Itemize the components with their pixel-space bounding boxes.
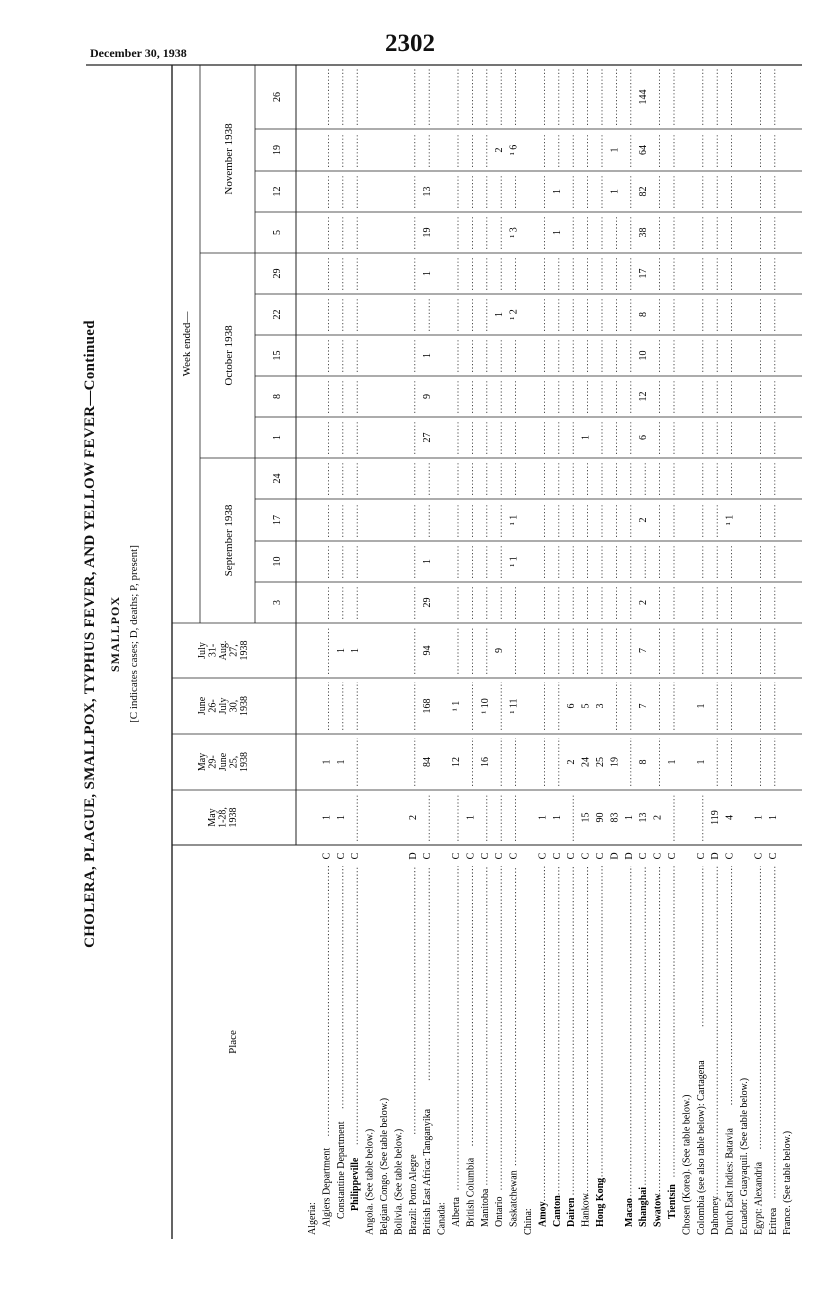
period-header: 31- [207, 643, 219, 658]
row-place: Chosen (Korea). (See table below.) [681, 1094, 693, 1235]
row-place: Manitoba [479, 1188, 491, 1227]
cd-marker: C [695, 852, 707, 860]
table-cell: 1 [335, 648, 347, 653]
table-cell: 1 [335, 759, 347, 765]
period-header: May [197, 752, 208, 772]
table-cell: 5 [580, 703, 592, 709]
cd-marker: C [537, 852, 549, 860]
table-cell: 2 [494, 147, 506, 153]
cd-marker: C [479, 852, 491, 860]
table-cell: 19 [422, 227, 434, 238]
week-header: 12 [272, 186, 283, 197]
week-header: 8 [272, 394, 283, 399]
table-cell: 6 [566, 703, 578, 709]
row-place: Belgian Congo. (See table below.) [379, 1097, 390, 1235]
row-place: British Columbia [465, 1157, 477, 1227]
row-place: Colombia (see also table below): Cartagena [695, 1060, 707, 1235]
table-cell: 7 [638, 703, 650, 709]
page-date: December 30, 1938 [90, 46, 187, 60]
table-cell: 16 [479, 757, 491, 767]
month-header: September 1938 [223, 504, 235, 577]
row-place: Ecuador: Guayaquil. (See table below.) [739, 1077, 750, 1235]
table-cell: 1 [580, 435, 592, 440]
period-header: July [197, 642, 208, 659]
cd-marker: C [451, 852, 462, 860]
cd-marker: D [710, 852, 722, 860]
table-cell: ¹ 3 [508, 227, 520, 238]
week-header: 29 [272, 268, 283, 279]
table-cell: 8 [638, 759, 650, 765]
table-cell: 1 [767, 815, 779, 820]
row-place: Algeria: [307, 1202, 318, 1235]
month-header: October 1938 [223, 325, 235, 386]
table-cell: 27 [422, 432, 434, 443]
table-cell: 1 [609, 147, 621, 153]
table-cell: ¹ 1 [451, 700, 462, 712]
table-cell: 1 [695, 703, 707, 709]
row-place: France. (See table below.) [782, 1130, 794, 1235]
table-cell: 25 [595, 757, 606, 767]
period-header: May [207, 808, 218, 827]
table-cell: 17 [638, 268, 650, 279]
table-cell: 64 [638, 145, 650, 155]
table-cell: 1 [551, 815, 563, 820]
row-place: Algiers Department [321, 1147, 333, 1227]
week-header: 24 [272, 473, 283, 484]
period-header: 26- [207, 699, 219, 713]
cd-marker: C [580, 852, 592, 860]
table-cell: 1 [350, 648, 362, 653]
table-cell: 2 [407, 815, 419, 820]
cd-marker: D [407, 852, 419, 860]
week-header: 3 [272, 600, 283, 605]
cd-marker: C [724, 852, 736, 860]
row-place: Canton [551, 1195, 563, 1227]
cd-marker: C [335, 852, 347, 860]
month-header: November 1938 [223, 123, 235, 195]
cd-marker: D [609, 852, 621, 860]
table-cell: 38 [638, 227, 650, 238]
row-place: Bolivia. (See table below.) [393, 1128, 405, 1235]
week-header: 1 [272, 435, 283, 440]
table-cell: 9 [422, 394, 434, 399]
period-header: 27, [228, 644, 240, 657]
table-cell: 19 [609, 757, 621, 767]
week-header: 15 [272, 350, 283, 361]
row-place: Macao [623, 1198, 635, 1227]
cd-marker: C [465, 852, 477, 860]
table-note: [C indicates cases; D, deaths; P, present] [128, 545, 140, 723]
table-cell: ¹ 11 [508, 698, 520, 714]
cd-marker: C [595, 852, 606, 860]
week-header: 26 [272, 92, 283, 102]
table-cell: ¹ 1 [508, 514, 520, 526]
week-header: 19 [272, 145, 283, 155]
row-place: Shanghai [638, 1186, 650, 1227]
table-cell: 1 [422, 353, 434, 358]
row-place: Ontario [494, 1196, 506, 1227]
table-cell: 13 [422, 186, 434, 197]
table-cell: ¹ 1 [724, 514, 736, 526]
cd-marker: C [767, 852, 779, 860]
table-cell: 1 [695, 759, 707, 765]
table-cell: 6 [638, 435, 650, 440]
row-place: Hong Kong [595, 1177, 606, 1227]
cd-marker: C [321, 852, 333, 860]
week-header: 22 [272, 309, 283, 320]
table-cell: 1 [667, 759, 678, 765]
document-title: CHOLERA, PLAGUE, SMALLPOX, TYPHUS FEVER, AND YELLOW FEVER—Continued [82, 320, 98, 948]
table-cell: 1 [551, 189, 563, 194]
table-cell: 4 [724, 815, 736, 820]
week-header: 5 [272, 230, 283, 235]
table-cell: 2 [638, 517, 650, 523]
table-cell: 8 [638, 312, 650, 317]
table-cell: 119 [710, 810, 722, 825]
place-header: Place [227, 1030, 239, 1054]
period-header: 30, [228, 699, 240, 713]
cd-marker: C [508, 852, 520, 860]
table-cell: ¹ 1 [508, 556, 520, 567]
row-place: Angola. (See table below.) [364, 1128, 376, 1235]
row-place: China: [523, 1208, 534, 1235]
table-cell: 1 [321, 815, 333, 820]
table-cell: 83 [609, 812, 621, 823]
period-header: 29- [207, 755, 219, 769]
table-cell: 2 [638, 600, 650, 605]
table-cell: 1 [551, 230, 563, 235]
table-cell: 12 [451, 757, 462, 767]
week-header: 10 [272, 556, 283, 567]
table-cell: 1 [609, 189, 621, 194]
table-cell: 15 [580, 812, 592, 823]
row-place: Canada: [436, 1202, 448, 1235]
table-cell: 24 [580, 757, 592, 767]
table-cell: 168 [422, 698, 434, 714]
table-cell: ¹ 6 [508, 144, 520, 156]
row-place: Alberta [451, 1197, 462, 1227]
table-cell: 2 [652, 815, 664, 820]
period-header: 25, [228, 755, 240, 769]
table-cell: 1 [335, 815, 347, 820]
row-place: Brazil: Porto Alegre [407, 1154, 419, 1235]
period-header: 1938 [228, 807, 239, 828]
row-place: Amoy [537, 1201, 549, 1227]
table-cell: 82 [638, 186, 650, 197]
row-place: Egypt: Alexandria [753, 1161, 765, 1235]
row-place: Dairen [566, 1197, 578, 1227]
period-header: Aug. [218, 640, 229, 661]
cd-marker: D [623, 852, 635, 860]
cd-marker: C [422, 852, 434, 860]
page-number: 2302 [385, 30, 435, 57]
cd-marker: C [350, 852, 362, 860]
table-cell: 2 [566, 759, 578, 765]
table-cell: 94 [422, 645, 434, 656]
row-place: Tientsin [667, 1184, 678, 1219]
table-cell: 144 [638, 89, 650, 105]
table-cell: 1 [537, 815, 549, 820]
row-place: Constantine Department [335, 1121, 347, 1219]
period-header: 1938 [239, 640, 250, 661]
period-header: 1938 [239, 696, 250, 716]
period-header: 1-28, [217, 807, 229, 828]
table-cell: ¹ 10 [479, 698, 491, 714]
table-cell: 1 [623, 815, 635, 820]
table-cell: 1 [422, 271, 434, 276]
row-place: Hankow [580, 1193, 592, 1227]
period-header: July [218, 697, 229, 715]
row-place: Philippeville [350, 1157, 362, 1211]
table-cell: 1 [465, 815, 477, 820]
period-header: June [197, 696, 208, 716]
table-cell: 1 [321, 759, 333, 765]
table-cell: 7 [638, 648, 650, 653]
cd-marker: C [494, 852, 506, 860]
table-cell: 1 [422, 559, 434, 564]
table-cell: 1 [494, 312, 506, 317]
cd-marker: C [551, 852, 563, 860]
row-place: Saskatchewan [508, 1170, 520, 1227]
week-header: 17 [272, 515, 283, 525]
period-header: 1938 [239, 752, 250, 772]
table-cell: 9 [494, 648, 506, 653]
table-cell: 84 [422, 757, 434, 767]
table-cell: 12 [638, 391, 650, 402]
row-place: Dahomey [710, 1196, 722, 1235]
cd-marker: C [652, 852, 664, 860]
table-cell: 90 [595, 812, 606, 823]
row-place: Eritrea [767, 1207, 779, 1235]
cd-marker: C [638, 852, 650, 860]
cd-marker: C [753, 852, 765, 860]
row-place: Swatow [652, 1193, 664, 1227]
table-cell: 13 [638, 812, 650, 823]
week-ended-header: Week ended— [181, 311, 193, 377]
section-heading: SMALLPOX [108, 596, 122, 673]
cd-marker: C [667, 852, 678, 860]
table-cell: ¹ 2 [508, 309, 520, 320]
period-header: June [218, 752, 229, 772]
cd-marker: C [566, 852, 578, 860]
table-cell: 1 [753, 815, 765, 820]
row-place: British East Africa: Tanganyika [422, 1108, 434, 1235]
row-place: Dutch East Indies: Batavia [724, 1128, 736, 1235]
table-cell: 3 [595, 703, 606, 709]
table-cell: 29 [422, 597, 434, 608]
table-cell: 10 [638, 350, 650, 361]
